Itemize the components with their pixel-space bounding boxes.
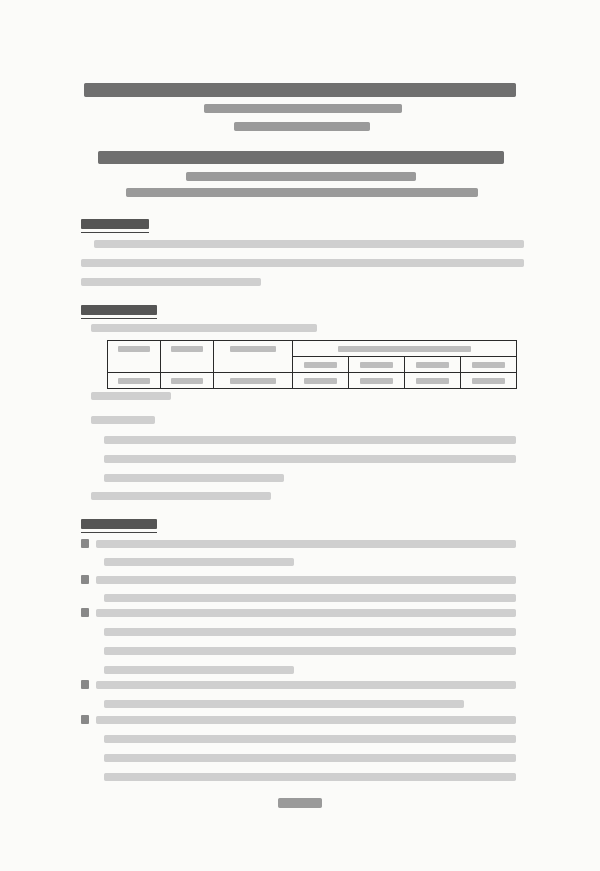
- table-cell: [108, 341, 161, 373]
- malting-paragraph-line: [104, 474, 284, 482]
- table-row: [108, 341, 517, 357]
- table-cell: [214, 373, 293, 389]
- results-paragraph-line: [104, 700, 464, 708]
- results-paragraph-line: [96, 681, 516, 689]
- title-korean: [84, 83, 516, 97]
- results-paragraph-line: [96, 540, 516, 548]
- materials-list-item: [91, 324, 317, 332]
- table-cell: [349, 357, 405, 373]
- list-number: [81, 715, 89, 724]
- results-paragraph-line: [104, 594, 516, 602]
- authors-english: [186, 172, 416, 181]
- results-paragraph-line: [96, 716, 516, 724]
- results-paragraph-line: [104, 666, 294, 674]
- section-heading-underline: [81, 232, 149, 233]
- table-cell: [405, 357, 461, 373]
- page-number: [278, 798, 322, 808]
- table-cell: [461, 373, 517, 389]
- results-paragraph-line: [104, 558, 294, 566]
- results-paragraph-line: [96, 609, 516, 617]
- objective-paragraph-line: [94, 240, 524, 248]
- title-english: [98, 151, 504, 164]
- section-heading-results: [81, 519, 157, 529]
- section-heading-underline: [81, 318, 157, 319]
- authors-korean: [204, 104, 402, 113]
- results-paragraph-line: [96, 576, 516, 584]
- list-number: [81, 539, 89, 548]
- table-cell: [293, 341, 517, 357]
- materials-list-item: [91, 492, 271, 500]
- table-row: [108, 373, 517, 389]
- malting-paragraph-line: [104, 436, 516, 444]
- table-cell: [349, 373, 405, 389]
- affiliation-korean: [234, 122, 370, 131]
- objective-paragraph-line: [81, 259, 524, 267]
- section-heading-underline: [81, 532, 157, 533]
- table-cell: [461, 357, 517, 373]
- section-heading-materials: [81, 305, 157, 315]
- materials-list-item: [91, 416, 155, 424]
- table-cell: [214, 341, 293, 373]
- cultivation-table: [107, 340, 517, 389]
- results-paragraph-line: [104, 773, 516, 781]
- table-cell: [161, 373, 214, 389]
- malting-paragraph-line: [104, 455, 516, 463]
- results-paragraph-line: [104, 735, 516, 743]
- table-cell: [108, 373, 161, 389]
- results-paragraph-line: [104, 628, 516, 636]
- table-cell: [293, 373, 349, 389]
- section-heading-objective: [81, 219, 149, 229]
- affiliation-english: [126, 188, 478, 197]
- list-number: [81, 680, 89, 689]
- table-cell: [293, 357, 349, 373]
- materials-list-item: [91, 392, 171, 400]
- table-cell: [161, 341, 214, 373]
- list-number: [81, 575, 89, 584]
- results-paragraph-line: [104, 647, 516, 655]
- table-cell: [405, 373, 461, 389]
- list-number: [81, 608, 89, 617]
- objective-paragraph-line: [81, 278, 261, 286]
- results-paragraph-line: [104, 754, 516, 762]
